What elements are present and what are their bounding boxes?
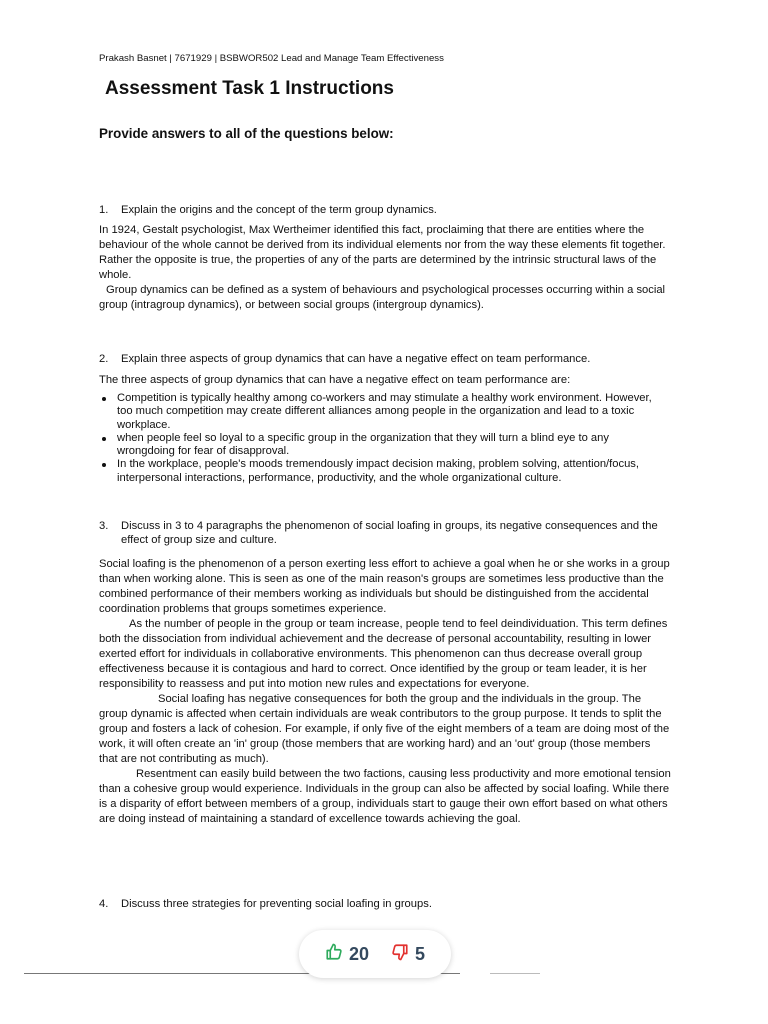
answer-paragraph: As the number of people in the group or team increase, people tend to feel deindividuation. This term defines both the dissociation from individual achievement and the decrease of personal accountability, resulting in lower exerted effort for individuals in collaborative environments. This phenomenon can thus decrease overall group effectiveness because it is contagious and hard to correct. Once identified by the group or team leader, it is her responsibility to reassess and put into motion new rules and expectations for everyone.	[99, 618, 668, 690]
document-header: Prakash Basnet | 7671929 | BSBWOR502 Lead and Manage Team Effectiveness	[99, 53, 444, 64]
answer-2-intro: The three aspects of group dynamics that can have a negative effect on team performance are:	[99, 374, 571, 386]
list-item: Competition is typically healthy among co-workers and may stimulate a healthy work environment. However, too much competition may create different alliances among people in the organization and lead to a toxic workplace.	[99, 392, 659, 432]
question-text: Discuss three strategies for preventing social loafing in groups.	[121, 898, 432, 910]
upvote-count: 20	[348, 943, 369, 964]
answer-3	[99, 557, 671, 827]
question-text: Discuss in 3 to 4 paragraphs the phenomenon of social loafing in groups, its negative consequences and the effect of group size and culture.	[121, 520, 658, 547]
list-item: In the workplace, people's moods tremendously impact decision making, problem solving, attention/focus, interpersonal interactions, performance, productivity, and the whole organizational culture.	[99, 458, 659, 485]
answer-paragraph: Social loafing is the phenomenon of a person exerting less effort to achieve a goal when he or she works in a group than when working alone. This is seen as one of the main reason's groups are sometimes less productive than the combined performance of their members working as individuals but should be distinguished from the accidental coordination problems that groups sometimes experience.	[99, 558, 670, 615]
question-number: 3.	[99, 520, 109, 532]
downvote-button[interactable]	[391, 943, 425, 966]
question-text: Explain the origins and the concept of the term group dynamics.	[121, 204, 437, 216]
question-4	[99, 897, 665, 911]
question-number: 2.	[99, 353, 109, 365]
thumbs-up-icon	[325, 943, 343, 966]
answer-1	[99, 223, 671, 313]
answer-2-bullet-list	[99, 392, 659, 485]
vote-bar	[299, 930, 451, 978]
answer-paragraph: Group dynamics can be defined as a system of behaviours and psychological processes occurring within a social group (intragroup dynamics), or between social groups (intergroup dynamics).	[99, 284, 666, 311]
upvote-button[interactable]	[325, 943, 369, 966]
question-number: 1.	[99, 204, 109, 216]
list-item: when people feel so loyal to a specific group in the organization that they will turn a blind eye to any wrongdoing for fear of disapproval.	[99, 432, 659, 459]
downvote-count: 5	[415, 943, 426, 964]
answer-paragraph: Social loafing has negative consequences for both the group and the individuals in the group. The group dynamic is affected when certain individuals are weak contributors to the group purpose. It tends to split the group and fosters a lack of cohesion. For example, if only five of the eight members of a team are doing most of the work, it will often create an 'in' group (those members that are working hard) and an 'out' group (those members that are not contributing as much).	[99, 693, 670, 765]
divider	[490, 973, 540, 974]
question-number: 4.	[99, 898, 109, 910]
answer-paragraph: In 1924, Gestalt psychologist, Max Wertheimer identified this fact, proclaiming that there are entities where the behaviour of the whole cannot be derived from its individual elements nor from the way these elements fit together. Rather the opposite is true, the properties of any of the parts are determined by the intrinsic structural laws of the whole.	[99, 224, 666, 281]
page-title: Assessment Task 1 Instructions	[105, 78, 394, 99]
question-2	[99, 352, 665, 366]
thumbs-down-icon	[391, 943, 409, 966]
question-text: Explain three aspects of group dynamics that can have a negative effect on team performance.	[121, 353, 591, 365]
page-subtitle: Provide answers to all of the questions below:	[99, 126, 394, 141]
answer-paragraph: Resentment can easily build between the two factions, causing less productivity and more emotional tension than a cohesive group would experience. Individuals in the group can also be affected by social loafing. While there is a disparity of effort between members of a group, individuals start to gauge their own effort based on what others are doing instead of maintaining a standard of excellence towards achieving the goal.	[99, 768, 671, 825]
question-3	[99, 519, 665, 548]
question-1	[99, 203, 665, 217]
